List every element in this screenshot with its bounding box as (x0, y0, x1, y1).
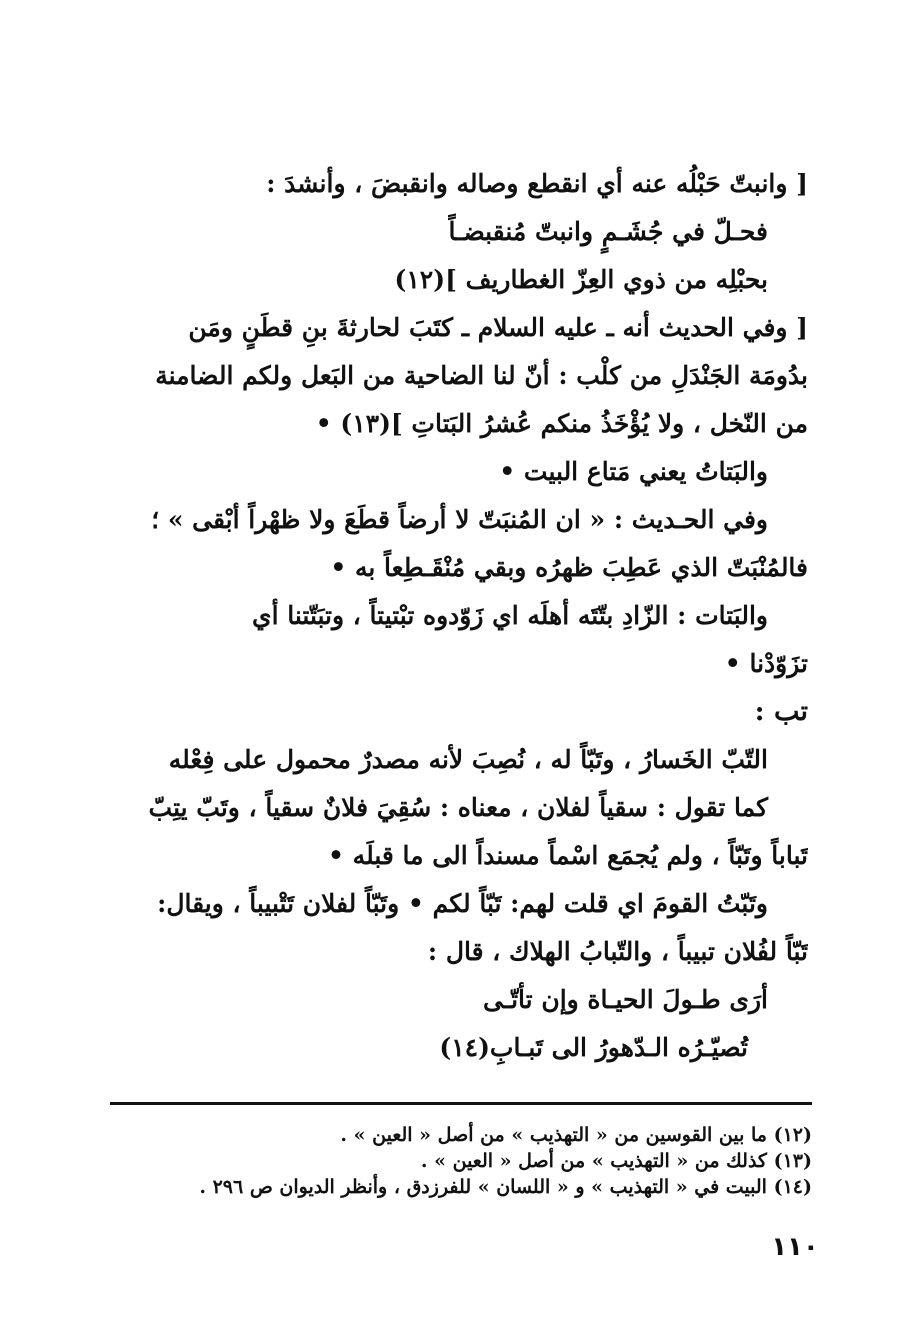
text-line: والبَتاتُ يعني مَتاع البيت • (499, 457, 768, 486)
text-line: من النّخل ، ولا يُؤْخَذُ منكم عُشرُ البَتاتِ ](١٣) • (315, 409, 808, 438)
entry-heading: تب : (754, 696, 808, 727)
verse-line: بحبْلِه من ذوي العِزّ الغطاريف ](١٢) (394, 265, 768, 294)
footnote-divider (110, 1102, 812, 1105)
footnote: (١٤) البيت في « التهذيب » و « اللسان » للفرزدق ، وأنظر الديوان ص ٢٩٦ . (199, 1176, 812, 1198)
text-line: تزَوّدْنا • (724, 649, 808, 678)
text-line: بدُومَة الجَنْدَلِ من كلْب : أنّ لنا الضاحية من البَعل ولكم الضامنة (155, 361, 808, 390)
text-line: التّبّ الخَسارُ ، وتَبّاً له ، نُصِبَ لأنه مصدرٌ محمول على فِعْله (168, 745, 768, 774)
footnote: (١٣) كذلك من « التهذيب » من أصل « العين » . (420, 1150, 812, 1172)
text-line: تَباباً وتَبّاً ، ولم يُجمَع اسْماً مسنداً الى ما قبلَه • (327, 841, 808, 870)
text-line: فالمُنْبَتّ الذي عَطِبَ ظهرُه وبقي مُنْقَـطِعاً به • (330, 553, 808, 582)
footnotes (100, 1122, 812, 1200)
footnote: (١٢) ما بين القوسين من « التهذيب » من أصل « العين » . (340, 1124, 812, 1146)
main-text (96, 160, 808, 1072)
text-line: وفي الحـديث : « ان المُنبَتّ لا أرضاً قطَعَ ولا ظهْراً أبْقى » ؛ (151, 505, 768, 534)
text-line: [ وفي الحديث أنه ـ عليه السلام ـ كتَبَ لحارثةَ بنِ قطَنٍ ومَن (188, 313, 808, 342)
text-line: وتَبّتُ القومَ اي قلت لهم: تَبّاً لكم • وتَبّاً لفلان تَتْبيباً ، ويقال: (157, 889, 768, 918)
verse-line: فحـلّ في جُشَـمٍ وانبتّ مُنقبضـاً (448, 217, 768, 246)
text-line: [ وانبتّ حَبْلُه عنه أي انقطع وصاله وانقبضَ ، وأنشدَ : (266, 169, 808, 198)
text-line: كما تقول : سقياً لفلان ، معناه : سُقِيَ فلانٌ سقياً ، وتَبّ يتِبّ (148, 793, 768, 822)
text-line: تَبّاً لفُلان تبيباً ، والتّبابُ الهلاك ، قال : (427, 937, 808, 966)
verse-line: أرَى طـولَ الحيـاة وإن تأتّـى (482, 985, 768, 1014)
text-line: والبَتات : الزّادِ بتّتَه أهلَه اي زَوّدوه تبْتيتاً ، وتبَتّتنا أي (252, 601, 768, 630)
verse-line: تُصيّـرُه الـدّهورُ الى تَبـابِ(١٤) (439, 1033, 748, 1062)
page-number: ١١٠ (771, 1232, 819, 1262)
